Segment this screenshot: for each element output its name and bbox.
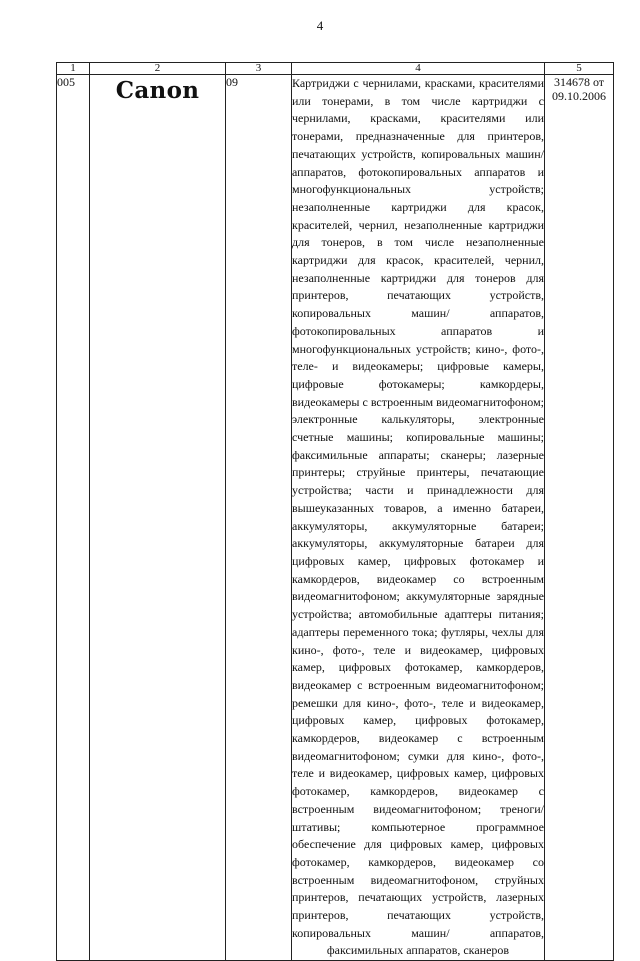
canon-logo: Canon: [115, 77, 200, 104]
header-row: [57, 63, 614, 75]
table-row: [57, 75, 614, 961]
header-col-1: 1: [57, 63, 90, 75]
class-number: 09: [226, 75, 292, 961]
header-col-4: 4: [292, 63, 545, 75]
header-col-5: 5: [545, 63, 614, 75]
registration-number: 314678 от: [553, 75, 605, 89]
logo-cell: [90, 75, 226, 961]
entry-number: 005: [57, 75, 90, 961]
page-number: 4: [316, 18, 324, 33]
registration-date: 09.10.2006: [552, 89, 606, 103]
trademark-table: [56, 62, 614, 961]
header-col-2: 2: [90, 63, 226, 75]
goods-description-cell: [292, 75, 545, 961]
goods-description: Картриджи с чернилами, красками, красителями или тонерами, в том числе картриджи с чернилами, красками, красителями или тонерами, предназначенные для принтеров, печатающих устройств, копировальных машин/аппаратов, фотокопировальных аппаратов и многофункциональных устройств; незаполненные картриджи для красок, красителей, чернил, незаполненные картриджи для тонеров, в том числе незаполненные картриджи для красок, красителей, чернил, незаполненные картриджи для тонеров для принтеров, печатающих устройств, копировальных машин/ аппаратов, фотокопировальных аппаратов и многофункциональных устройств; кино-, фото-, теле- и видеокамеры; цифровые камеры, цифровые фотокамеры; камкордеры, видеокамеры с встроенным видеомагнитофоном; электронные калькуляторы, электронные счетные машины; копировальные машины; факсимильные аппараты; сканеры; лазерные принтеры; струйные принтеры, печатающие устройства; части и принадлежности для вышеуказанных товаров, а именно батареи, аккумуляторы, аккумуляторные батареи; аккумуляторы, аккумуляторные батареи для цифровых камер, цифровых фотокамер и камкордеров, видеокамер со встроенным видеомагнитофоном; аккумуляторные зарядные устройства; автомобильные адаптеры питания; адаптеры переменного тока; футляры, чехлы для кино-, фото-, теле и видеокамер, цифровых камер, цифровых фотокамер, камкордеров, видеокамер с встроенным видеомагнитофоном; ремешки для кино-, фото-, теле и видеокамер, цифровых камер, цифровых фотокамер, камкордеров, видеокамер с встроенным видеомагнитофоном; сумки для кино-, фото-, теле и видеокамер, цифровых камер, цифровых фотокамер, камкордеров, видеокамер с встроенным видеомагнитофоном; треноги/штативы; компьютерное программное обеспечение для цифровых камер, цифровых фотокамер, камкордеров, видеокамер со встроенным видеомагнитофоном, струйных принтеров, печатающих устройств, лазерных принтеров, печатающих устройств, копировальных машин/ аппаратов, факсимильных аппаратов, сканеров: [292, 76, 544, 958]
registration-cell: [545, 75, 614, 961]
header-col-3: 3: [226, 63, 292, 75]
